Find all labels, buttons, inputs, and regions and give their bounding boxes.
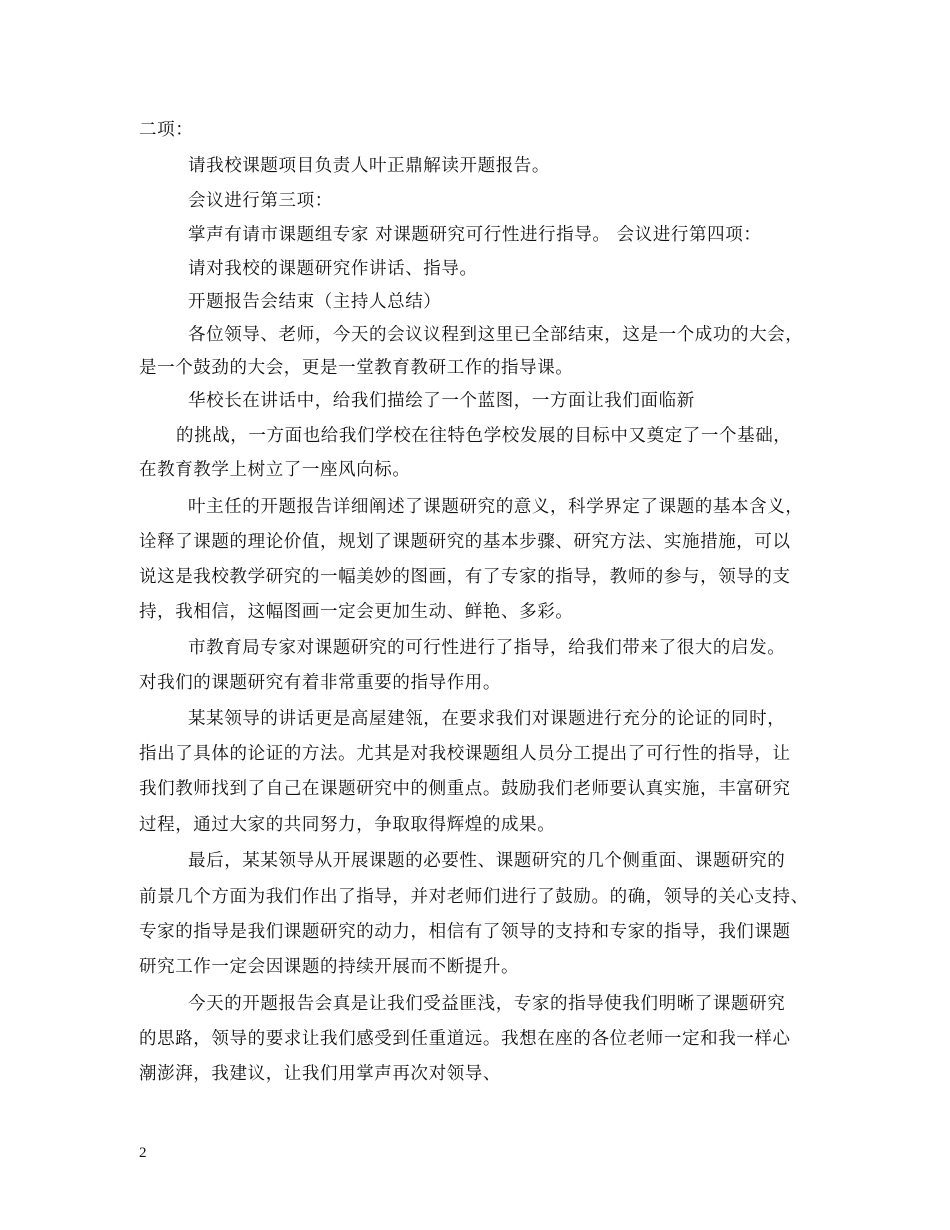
text-line: 的挑战，一方面也给我们学校在往特色学校发展的目标中又奠定了一个基础， xyxy=(176,426,792,446)
text-line: 潮澎湃，我建议，让我们用掌声再次对领导、 xyxy=(139,1064,501,1084)
text-line: 说这是我校教学研究的一幅美妙的图画，有了专家的指导，教师的参与，领导的支 xyxy=(139,567,791,587)
text-line: 我们教师找到了自己在课题研究中的侧重点。鼓励我们老师要认真实施，丰富研究 xyxy=(139,779,791,799)
text-line: 各位领导、老师，今天的会议议程到这里已全部结束，这是一个成功的大会， xyxy=(188,325,804,345)
text-line: 某某领导的讲话更是高屋建瓴，在要求我们对课题进行充分的论证的同时， xyxy=(188,709,786,729)
text-line: 华校长在讲话中，给我们描绘了一个蓝图，一方面让我们面临新 xyxy=(188,391,695,411)
text-line: 请对我校的课题研究作讲话、指导。 xyxy=(188,259,478,279)
text-line: 持，我相信，这幅图画一定会更加生动、鲜艳、多彩。 xyxy=(139,602,574,622)
text-line: 专家的指导是我们课题研究的动力，相信有了领导的支持和专家的指导，我们课题 xyxy=(139,922,791,942)
text-line: 请我校课题项目负责人叶正鼎解读开题报告。 xyxy=(188,156,550,176)
text-line: 叶主任的开题报告详细阐述了课题研究的意义，科学界定了课题的基本含义， xyxy=(188,497,804,517)
text-line: 前景几个方面为我们作出了指导，并对老师们进行了鼓励。的确，领导的关心支持、 xyxy=(139,887,809,907)
text-line: 的思路，领导的要求让我们感受到任重道远。我想在座的各位老师一定和我一样心 xyxy=(139,1029,791,1049)
text-line: 是一个鼓劲的大会，更是一堂教育教研工作的指导课。 xyxy=(139,358,574,378)
text-line: 今天的开题报告会真是让我们受益匪浅，专家的指导使我们明晰了课题研究 xyxy=(188,994,786,1014)
text-line: 诠释了课题的理论价值，规划了课题研究的基本步骤、研究方法、实施措施，可以 xyxy=(139,532,791,552)
text-line: 在教育教学上树立了一座风向标。 xyxy=(139,460,411,480)
text-line: 最后，某某领导从开展课题的必要性、课题研究的几个侧重面、课题研究的 xyxy=(188,851,786,871)
text-line: 开题报告会结束（主持人总结） xyxy=(188,292,442,312)
page-number: 2 xyxy=(139,1145,147,1161)
text-line: 指出了具体的论证的方法。尤其是对我校课题组人员分工提出了可行性的指导，让 xyxy=(139,744,791,764)
text-line: 研究工作一定会因课题的持续开展而不断提升。 xyxy=(139,957,520,977)
text-line: 会议进行第三项： xyxy=(188,191,333,211)
text-line: 掌声有请市课题组专家 对课题研究可行性进行指导。 会议进行第四项： xyxy=(188,225,762,245)
text-line: 二项： xyxy=(139,120,194,140)
text-line: 对我们的课题研究有着非常重要的指导作用。 xyxy=(139,673,501,693)
text-line: 过程，通过大家的共同努力，争取取得辉煌的成果。 xyxy=(139,815,556,835)
text-line: 市教育局专家对课题研究的可行性进行了指导，给我们带来了很大的启发。 xyxy=(188,638,786,658)
